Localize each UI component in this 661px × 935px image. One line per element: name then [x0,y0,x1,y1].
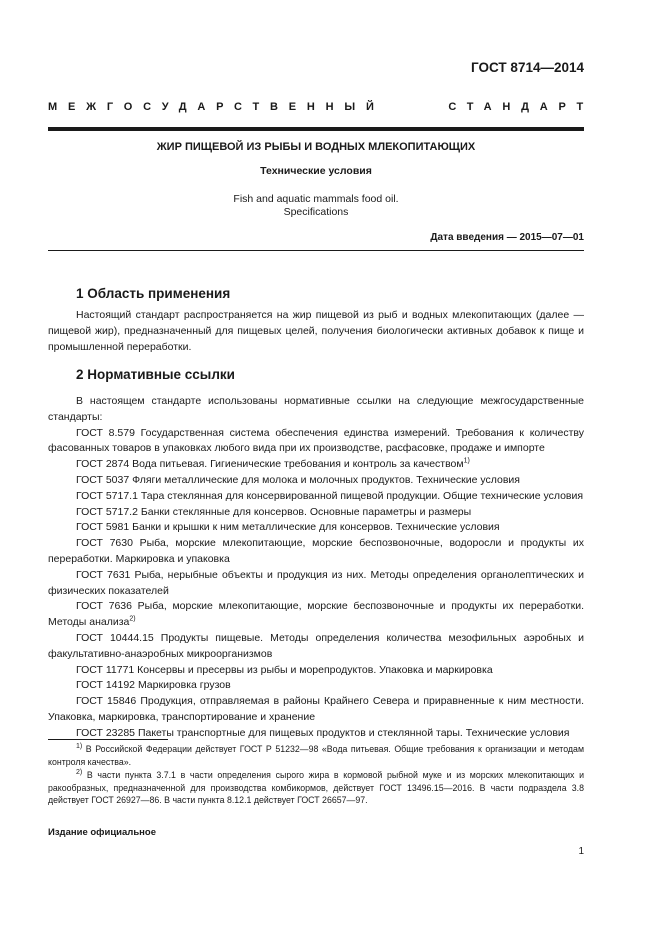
reference-item [48,694,584,726]
reference-item [48,663,584,679]
reference-text: ГОСТ 5717.1 Тара стеклянная для консервированной пищевой продукции. Общие технические условия [76,489,584,502]
english-subtitle: Specifications [283,206,349,218]
footnote-2-mark: 2) [76,769,83,777]
reference-item [48,505,584,521]
section-1-heading: 1 Область применения [76,286,231,301]
header-thick-rule [48,127,584,131]
footnote-1 [48,743,584,768]
reference-item [48,599,584,631]
gost-number: ГОСТ 8714—2014 [471,60,584,75]
document-subtitle: Технические условия [260,165,372,177]
reference-item [48,489,584,505]
standard-word: СТАНДАРТ [448,101,594,113]
footnote-rule [48,739,168,740]
reference-text: ГОСТ 11771 Консервы и пресервы из рыбы и морепродуктов. Упаковка и маркировка [76,663,493,676]
reference-text: ГОСТ 5717.2 Банки стеклянные для консервов. Основные параметры и размеры [76,505,472,518]
section-2-intro: В настоящем стандарте использованы нормативные ссылки на следующие межгосударственные стандарты: [48,395,584,423]
reference-text: ГОСТ 14192 Маркировка грузов [76,679,231,692]
date-rule [48,250,584,251]
reference-item [48,457,584,473]
footnote-2 [48,769,584,807]
english-title-block [48,193,584,219]
reference-item [48,631,584,663]
english-title: Fish and aquatic mammals food oil. [233,193,399,205]
reference-text: ГОСТ 23285 Пакеты транспортные для пищевых продуктов и стеклянной тары. Технические условия [76,726,570,739]
footnote-1-mark: 1) [76,743,83,751]
reference-text: ГОСТ 15846 Продукция, отправляемая в районы Крайнего Севера и приравненные к ним местности. Упаковка, маркировка, транспортирование и хранение [48,695,584,723]
reference-item [48,520,584,536]
reference-text: ГОСТ 7636 Рыба, морские млекопитающие, морские беспозвоночные и продукты их переработки. Методы анализа [48,600,584,629]
section-2-body [48,394,584,742]
footnote-2-text: В части пункта 3.7.1 в части определения сырого жира в кормовой рыбной муке и из морских млекопитающих и ракообразных, предназначенной для производства комбикормов, действует ГОСТ 13496.15—2016. В части подраздела 3.8 действует ГОСТ 26927—86. В части пункта 8.12.1 действует ГОСТ 26657—97. [48,770,584,806]
page-number: 1 [578,846,584,857]
reference-text: ГОСТ 5981 Банки и крышки к ним металлические для консервов. Технические условия [76,521,500,534]
reference-text: ГОСТ 2874 Вода питьевая. Гигиенические требования и контроль за качеством [76,458,464,471]
interstate-word: МЕЖГОСУДАРСТВЕННЫЙ [48,101,385,113]
section-2-heading: 2 Нормативные ссылки [76,367,235,382]
reference-item [48,678,584,694]
reference-text: ГОСТ 7630 Рыба, морские млекопитающие, морские беспозвоночные, водоросли и продукты их переработки. Маркировка и упаковка [48,537,584,565]
footnotes [48,743,584,808]
reference-item [48,426,584,458]
introduction-date: Дата введения — 2015—07—01 [430,232,584,243]
footnote-1-text: В Российской Федерации действует ГОСТ Р 51232—98 «Вода питьевая. Общие требования к организации и методам контроля качества». [48,744,584,767]
reference-item [48,473,584,489]
reference-item [48,568,584,600]
reference-text: ГОСТ 7631 Рыба, нерыбные объекты и продукция из них. Методы определения органолептических и физических показателей [48,568,584,597]
reference-item [48,536,584,568]
footnote-mark: 1) [463,457,470,465]
reference-text: ГОСТ 10444.15 Продукты пищевые. Методы определения количества мезофильных аэробных и факультативно-анаэробных микроорганизмов [48,631,584,660]
reference-list [48,426,584,742]
footnote-mark: 2) [129,615,136,623]
reference-text: ГОСТ 5037 Фляги металлические для молока и молочных продуктов. Технические условия [76,473,520,486]
section-1-paragraph: Настоящий стандарт распространяется на жир пищевой из рыб и водных млекопитающих (далее — пищевой жир), предназначенный для пищевых целей, получения биологически активных добавок к пище и промышленной переработки. [48,309,584,353]
section-1-text [48,307,584,355]
interstate-standard-banner [48,101,594,115]
document-title: ЖИР ПИЩЕВОЙ ИЗ РЫБЫ И ВОДНЫХ МЛЕКОПИТАЮЩИХ [156,141,476,153]
official-edition-label: Издание официальное [48,827,156,838]
reference-text: ГОСТ 8.579 Государственная система обеспечения единства измерений. Требования к количеству фасованных товаров в упаковках любого вида при их производстве, расфасовке, продаже и импорте [48,426,584,455]
